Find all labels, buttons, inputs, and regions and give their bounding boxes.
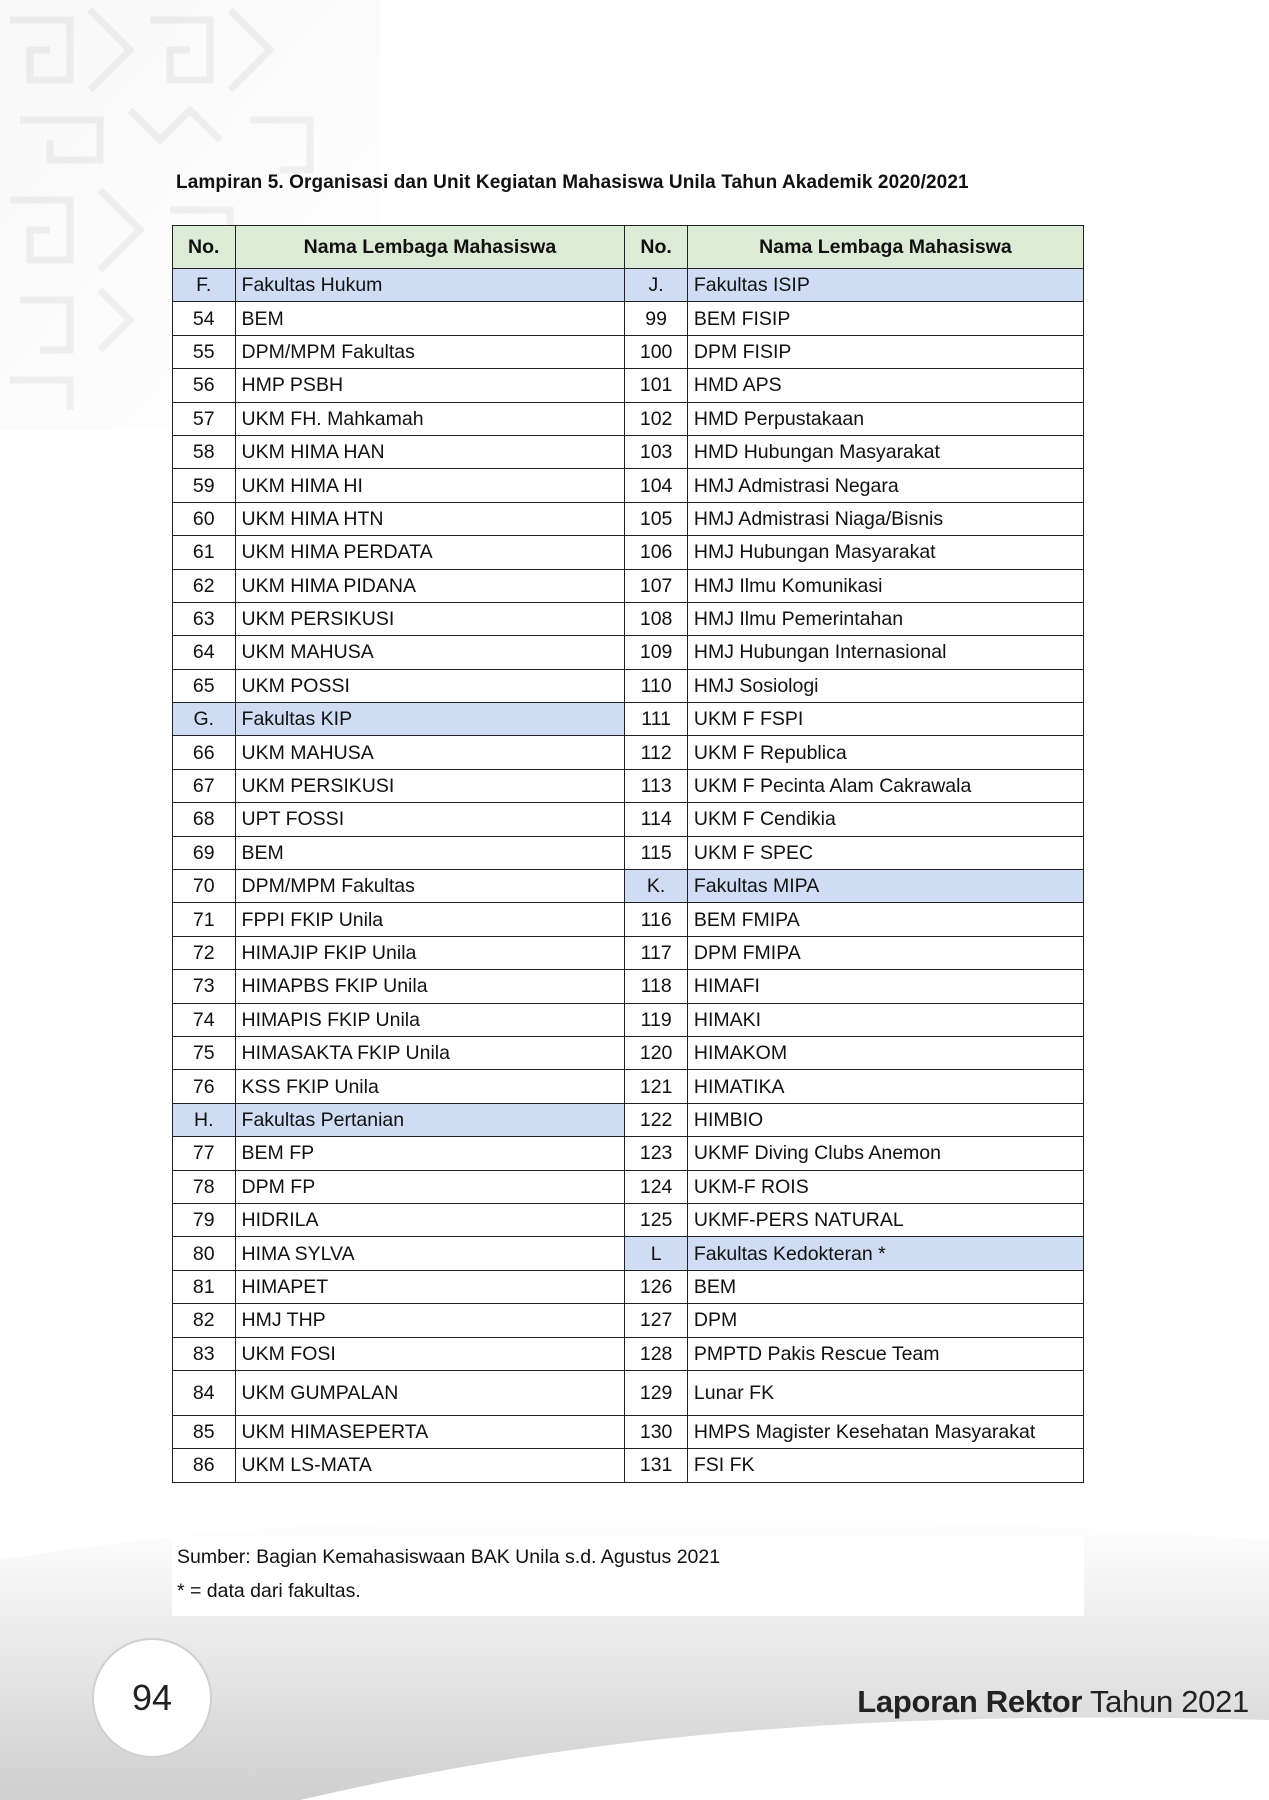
cell-name-left: HIMA SYLVA xyxy=(235,1237,625,1270)
cell-no-right: 124 xyxy=(625,1170,688,1203)
table-row xyxy=(173,1337,1084,1370)
cell-no-left: 68 xyxy=(173,803,236,836)
cell-no-left: 74 xyxy=(173,1003,236,1036)
table-row xyxy=(173,1203,1084,1236)
table-row xyxy=(173,1170,1084,1203)
cell-no-left: 66 xyxy=(173,736,236,769)
table-row xyxy=(173,870,1084,903)
table-row xyxy=(173,569,1084,602)
table-row xyxy=(173,669,1084,702)
cell-no-right: 121 xyxy=(625,1070,688,1103)
cell-name-left: UKM MAHUSA xyxy=(235,736,625,769)
cell-name-right: UKM F SPEC xyxy=(687,836,1083,869)
cell-name-left: Fakultas Pertanian xyxy=(235,1103,625,1136)
cell-no-left: 72 xyxy=(173,936,236,969)
cell-no-right: 110 xyxy=(625,669,688,702)
cell-no-left: 84 xyxy=(173,1370,236,1415)
cell-name-right: HMJ Hubungan Masyarakat xyxy=(687,536,1083,569)
cell-name-left: UKM FH. Mahkamah xyxy=(235,402,625,435)
table-body xyxy=(173,269,1084,1483)
cell-name-right: HMJ Sosiologi xyxy=(687,669,1083,702)
table-row xyxy=(173,1304,1084,1337)
table-row xyxy=(173,536,1084,569)
table-row xyxy=(173,602,1084,635)
cell-no-right: 120 xyxy=(625,1036,688,1069)
cell-no-right: 123 xyxy=(625,1137,688,1170)
cell-no-right: 125 xyxy=(625,1203,688,1236)
table-row xyxy=(173,903,1084,936)
source-notes xyxy=(172,1536,1084,1616)
cell-name-right: HMPS Magister Kesehatan Masyarakat xyxy=(687,1415,1083,1448)
table-row xyxy=(173,302,1084,335)
table-row xyxy=(173,435,1084,468)
table-row xyxy=(173,469,1084,502)
cell-no-left: H. xyxy=(173,1103,236,1136)
cell-no-left: 62 xyxy=(173,569,236,602)
header-no-left: No. xyxy=(173,226,236,269)
header-name-left: Nama Lembaga Mahasiswa xyxy=(235,226,625,269)
cell-name-left: BEM FP xyxy=(235,1137,625,1170)
cell-name-right: Fakultas Kedokteran * xyxy=(687,1237,1083,1270)
header-no-right: No. xyxy=(625,226,688,269)
table-row xyxy=(173,1370,1084,1415)
cell-name-right: HIMATIKA xyxy=(687,1070,1083,1103)
cell-name-left: UKM HIMASEPERTA xyxy=(235,1415,625,1448)
cell-no-right: 118 xyxy=(625,970,688,1003)
cell-no-right: 115 xyxy=(625,836,688,869)
cell-no-left: F. xyxy=(173,269,236,302)
cell-name-right: UKM F FSPI xyxy=(687,703,1083,736)
table-row xyxy=(173,502,1084,535)
header-name-right: Nama Lembaga Mahasiswa xyxy=(687,226,1083,269)
table-row xyxy=(173,1070,1084,1103)
cell-no-right: 114 xyxy=(625,803,688,836)
cell-no-left: 67 xyxy=(173,769,236,802)
table-row xyxy=(173,836,1084,869)
cell-no-right: 130 xyxy=(625,1415,688,1448)
cell-name-right: HMJ Hubungan Internasional xyxy=(687,636,1083,669)
cell-name-right: DPM xyxy=(687,1304,1083,1337)
cell-no-left: 55 xyxy=(173,335,236,368)
cell-name-left: BEM xyxy=(235,302,625,335)
cell-no-right: 104 xyxy=(625,469,688,502)
cell-no-right: 116 xyxy=(625,903,688,936)
cell-name-right: HMJ Ilmu Pemerintahan xyxy=(687,602,1083,635)
cell-no-right: 113 xyxy=(625,769,688,802)
cell-no-left: 56 xyxy=(173,369,236,402)
cell-no-left: 82 xyxy=(173,1304,236,1337)
cell-name-left: DPM/MPM Fakultas xyxy=(235,335,625,368)
cell-name-right: BEM xyxy=(687,1270,1083,1303)
table-row xyxy=(173,1103,1084,1136)
cell-no-right: 131 xyxy=(625,1449,688,1482)
cell-name-left: UKM HIMA PERDATA xyxy=(235,536,625,569)
cell-name-right: HIMAKOM xyxy=(687,1036,1083,1069)
cell-no-left: 73 xyxy=(173,970,236,1003)
cell-no-left: 64 xyxy=(173,636,236,669)
cell-name-left: HIDRILA xyxy=(235,1203,625,1236)
table-row xyxy=(173,703,1084,736)
cell-name-left: UKM POSSI xyxy=(235,669,625,702)
cell-no-right: 119 xyxy=(625,1003,688,1036)
cell-name-left: HIMASAKTA FKIP Unila xyxy=(235,1036,625,1069)
cell-name-right: FSI FK xyxy=(687,1449,1083,1482)
report-title-bold: Laporan Rektor xyxy=(857,1684,1083,1719)
table-row xyxy=(173,402,1084,435)
cell-name-left: DPM FP xyxy=(235,1170,625,1203)
table-caption: Lampiran 5. Organisasi dan Unit Kegiatan Mahasiswa Unila Tahun Akademik 2020/2021 xyxy=(176,172,969,193)
report-title xyxy=(857,1684,1249,1720)
cell-no-left: 60 xyxy=(173,502,236,535)
cell-name-left: HIMAJIP FKIP Unila xyxy=(235,936,625,969)
cell-name-left: KSS FKIP Unila xyxy=(235,1070,625,1103)
table-row xyxy=(173,1137,1084,1170)
cell-name-right: Fakultas MIPA xyxy=(687,870,1083,903)
page-number-text: 94 xyxy=(131,1677,173,1718)
cell-no-right: K. xyxy=(625,870,688,903)
cell-name-left: FPPI FKIP Unila xyxy=(235,903,625,936)
cell-no-left: 54 xyxy=(173,302,236,335)
cell-no-left: 76 xyxy=(173,1070,236,1103)
cell-name-left: HIMAPBS FKIP Unila xyxy=(235,970,625,1003)
cell-name-left: DPM/MPM Fakultas xyxy=(235,870,625,903)
cell-name-left: HMP PSBH xyxy=(235,369,625,402)
cell-name-right: UKM-F ROIS xyxy=(687,1170,1083,1203)
cell-no-right: 127 xyxy=(625,1304,688,1337)
cell-no-right: J. xyxy=(625,269,688,302)
cell-name-left: UKM PERSIKUSI xyxy=(235,602,625,635)
cell-name-left: UKM HIMA HTN xyxy=(235,502,625,535)
cell-name-right: HMJ Admistrasi Negara xyxy=(687,469,1083,502)
cell-name-right: HIMAKI xyxy=(687,1003,1083,1036)
cell-name-left: UKM FOSI xyxy=(235,1337,625,1370)
cell-name-right: UKM F Republica xyxy=(687,736,1083,769)
cell-no-right: 112 xyxy=(625,736,688,769)
source-line: Sumber: Bagian Kemahasiswaan BAK Unila s.d. Agustus 2021 xyxy=(177,1546,721,1568)
cell-name-right: HMJ Ilmu Komunikasi xyxy=(687,569,1083,602)
cell-name-right: HMD Hubungan Masyarakat xyxy=(687,435,1083,468)
cell-name-right: Lunar FK xyxy=(687,1370,1083,1415)
cell-no-left: 63 xyxy=(173,602,236,635)
cell-no-left: 65 xyxy=(173,669,236,702)
table-row xyxy=(173,1003,1084,1036)
cell-name-right: DPM FISIP xyxy=(687,335,1083,368)
cell-name-left: BEM xyxy=(235,836,625,869)
organization-table xyxy=(172,225,1084,1483)
cell-no-left: 59 xyxy=(173,469,236,502)
cell-no-left: 85 xyxy=(173,1415,236,1448)
cell-name-left: Fakultas KIP xyxy=(235,703,625,736)
table-header-row xyxy=(173,226,1084,269)
table-row xyxy=(173,1449,1084,1482)
cell-name-right: HIMAFI xyxy=(687,970,1083,1003)
cell-no-left: 70 xyxy=(173,870,236,903)
cell-no-left: 79 xyxy=(173,1203,236,1236)
cell-no-left: 58 xyxy=(173,435,236,468)
cell-name-right: BEM FISIP xyxy=(687,302,1083,335)
cell-no-right: 126 xyxy=(625,1270,688,1303)
cell-name-left: UKM HIMA PIDANA xyxy=(235,569,625,602)
cell-no-right: L xyxy=(625,1237,688,1270)
cell-name-right: HMJ Admistrasi Niaga/Bisnis xyxy=(687,502,1083,535)
table-row xyxy=(173,803,1084,836)
cell-name-right: HIMBIO xyxy=(687,1103,1083,1136)
cell-no-right: 103 xyxy=(625,435,688,468)
cell-no-right: 105 xyxy=(625,502,688,535)
table-row xyxy=(173,970,1084,1003)
cell-name-left: HMJ THP xyxy=(235,1304,625,1337)
table-row xyxy=(173,1270,1084,1303)
table-row xyxy=(173,1237,1084,1270)
cell-name-left: HIMAPIS FKIP Unila xyxy=(235,1003,625,1036)
table-row xyxy=(173,269,1084,302)
cell-no-left: 61 xyxy=(173,536,236,569)
cell-no-left: 77 xyxy=(173,1137,236,1170)
cell-name-left: UKM HIMA HAN xyxy=(235,435,625,468)
cell-name-right: HMD Perpustakaan xyxy=(687,402,1083,435)
cell-no-right: 101 xyxy=(625,369,688,402)
cell-no-left: 81 xyxy=(173,1270,236,1303)
cell-no-right: 128 xyxy=(625,1337,688,1370)
cell-no-right: 108 xyxy=(625,602,688,635)
note-line: * = data dari fakultas. xyxy=(177,1580,361,1602)
cell-no-right: 117 xyxy=(625,936,688,969)
cell-name-left: UKM GUMPALAN xyxy=(235,1370,625,1415)
cell-no-right: 99 xyxy=(625,302,688,335)
table-row xyxy=(173,769,1084,802)
cell-name-right: UKM F Cendikia xyxy=(687,803,1083,836)
cell-name-right: DPM FMIPA xyxy=(687,936,1083,969)
cell-no-left: 57 xyxy=(173,402,236,435)
table-row xyxy=(173,636,1084,669)
table-row xyxy=(173,736,1084,769)
cell-no-right: 129 xyxy=(625,1370,688,1415)
cell-no-right: 109 xyxy=(625,636,688,669)
cell-no-left: 86 xyxy=(173,1449,236,1482)
cell-name-right: Fakultas ISIP xyxy=(687,269,1083,302)
cell-no-right: 107 xyxy=(625,569,688,602)
cell-name-right: PMPTD Pakis Rescue Team xyxy=(687,1337,1083,1370)
cell-no-left: 78 xyxy=(173,1170,236,1203)
report-title-rest: Tahun 2021 xyxy=(1082,1684,1249,1719)
cell-no-right: 111 xyxy=(625,703,688,736)
cell-no-right: 100 xyxy=(625,335,688,368)
table-row xyxy=(173,1036,1084,1069)
cell-no-left: 75 xyxy=(173,1036,236,1069)
table-row xyxy=(173,335,1084,368)
cell-name-right: BEM FMIPA xyxy=(687,903,1083,936)
table-row xyxy=(173,936,1084,969)
cell-no-right: 122 xyxy=(625,1103,688,1136)
cell-name-left: UPT FOSSI xyxy=(235,803,625,836)
footer-wave-decoration xyxy=(0,1470,1269,1800)
cell-name-right: UKMF Diving Clubs Anemon xyxy=(687,1137,1083,1170)
cell-no-left: G. xyxy=(173,703,236,736)
cell-no-left: 69 xyxy=(173,836,236,869)
cell-name-left: UKM PERSIKUSI xyxy=(235,769,625,802)
cell-no-left: 80 xyxy=(173,1237,236,1270)
cell-no-left: 83 xyxy=(173,1337,236,1370)
cell-name-left: HIMAPET xyxy=(235,1270,625,1303)
page-number xyxy=(92,1638,212,1758)
cell-name-left: UKM MAHUSA xyxy=(235,636,625,669)
cell-name-right: HMD APS xyxy=(687,369,1083,402)
table-row xyxy=(173,369,1084,402)
cell-name-left: UKM LS-MATA xyxy=(235,1449,625,1482)
cell-name-right: UKM F Pecinta Alam Cakrawala xyxy=(687,769,1083,802)
table-row xyxy=(173,1415,1084,1448)
cell-no-right: 106 xyxy=(625,536,688,569)
cell-no-left: 71 xyxy=(173,903,236,936)
cell-no-right: 102 xyxy=(625,402,688,435)
cell-name-left: Fakultas Hukum xyxy=(235,269,625,302)
cell-name-left: UKM HIMA HI xyxy=(235,469,625,502)
cell-name-right: UKMF-PERS NATURAL xyxy=(687,1203,1083,1236)
